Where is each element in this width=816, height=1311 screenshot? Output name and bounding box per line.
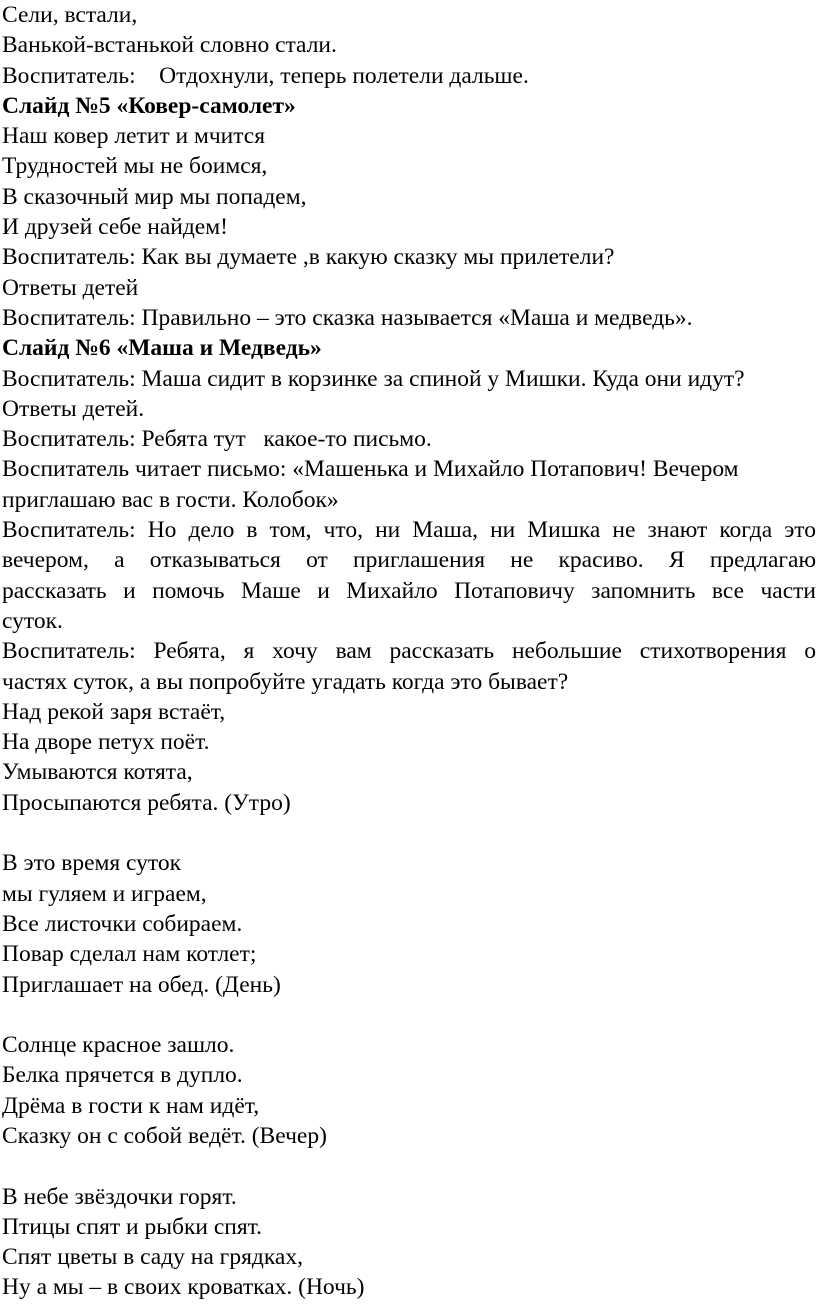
text-line: рассказать и помочь Маше и Михайло Потаповичу запомнить все части — [2, 577, 816, 604]
text-line: Просыпаются ребята. (Утро) — [2, 789, 291, 816]
text-line: вечером, а отказываться от приглашения не красиво. Я предлагаю — [2, 547, 816, 574]
text-line: Сели, встали, — [2, 2, 138, 28]
text-line: На дворе петух поёт. — [2, 729, 210, 756]
text-line: Воспитатель: Ребята, я хочу вам рассказать небольшие стихотворения о — [2, 638, 816, 665]
text-line: Воспитатель: Ребята тут какое-то письмо. — [2, 426, 432, 453]
text-line: Воспитатель: Правильно – это сказка называется «Маша и медведь». — [2, 304, 693, 331]
text-line: Ответы детей. — [2, 395, 145, 422]
section-heading: Слайд №6 «Маша и Медведь» — [2, 335, 322, 362]
text-line: Воспитатель: Отдохнули, теперь полетели дальше. — [2, 62, 529, 89]
text-line: Ну а мы – в своих кроватках. (Ночь) — [2, 1274, 365, 1301]
text-line: Воспитатель: Как вы думаете ,в какую сказку мы прилетели? — [2, 244, 615, 271]
text-line: Воспитатель читает письмо: «Машенька и Михайло Потапович! Вечером — [2, 456, 739, 483]
text-line: Спят цветы в саду на грядках, — [2, 1244, 303, 1271]
blank-line — [2, 1000, 816, 1030]
text-line: Умываются котята, — [2, 759, 193, 786]
blank-line — [2, 818, 816, 848]
text-line: И друзей себе найдем! — [2, 214, 228, 241]
text-line: Повар сделал нам котлет; — [2, 941, 257, 968]
text-line: Над рекой заря встаёт, — [2, 698, 226, 725]
text-line: В это время суток — [2, 850, 182, 877]
text-line: Ответы детей — [2, 274, 139, 301]
text-line: Белка прячется в дупло. — [2, 1062, 243, 1089]
text-line: приглашаю вас в гости. Колобок» — [2, 486, 339, 513]
text-line: Сказку он с собой ведёт. (Вечер) — [2, 1122, 327, 1149]
text-line: В небе звёздочки горят. — [2, 1183, 237, 1210]
text-line: суток. — [2, 607, 63, 634]
text-line: мы гуляем и играем, — [2, 880, 207, 907]
text-line: Солнце красное зашло. — [2, 1032, 235, 1059]
text-line: Ванькой-встанькой словно стали. — [2, 32, 337, 59]
text-line: Приглашает на обед. (День) — [2, 971, 281, 998]
text-line: Дрёма в гости к нам идёт, — [2, 1092, 260, 1119]
text-line: Наш ковер летит и мчится — [2, 123, 266, 150]
text-line: В сказочный мир мы попадем, — [2, 183, 307, 210]
text-line: Все листочки собираем. — [2, 910, 243, 937]
text-line: Птицы спят и рыбки спят. — [2, 1213, 263, 1240]
text-line: Воспитатель: Но дело в том, что, ни Маша, ни Мишка не знают когда это — [2, 517, 816, 544]
text-line: частях суток, а вы попробуйте угадать когда это бывает? — [2, 668, 569, 695]
text-line: Воспитатель: Маша сидит в корзинке за спиной у Мишки. Куда они идут? — [2, 365, 745, 392]
text-line: Трудностей мы не боимся, — [2, 153, 268, 180]
blank-line — [2, 1151, 816, 1181]
section-heading: Слайд №5 «Ковер-самолет» — [2, 92, 296, 119]
